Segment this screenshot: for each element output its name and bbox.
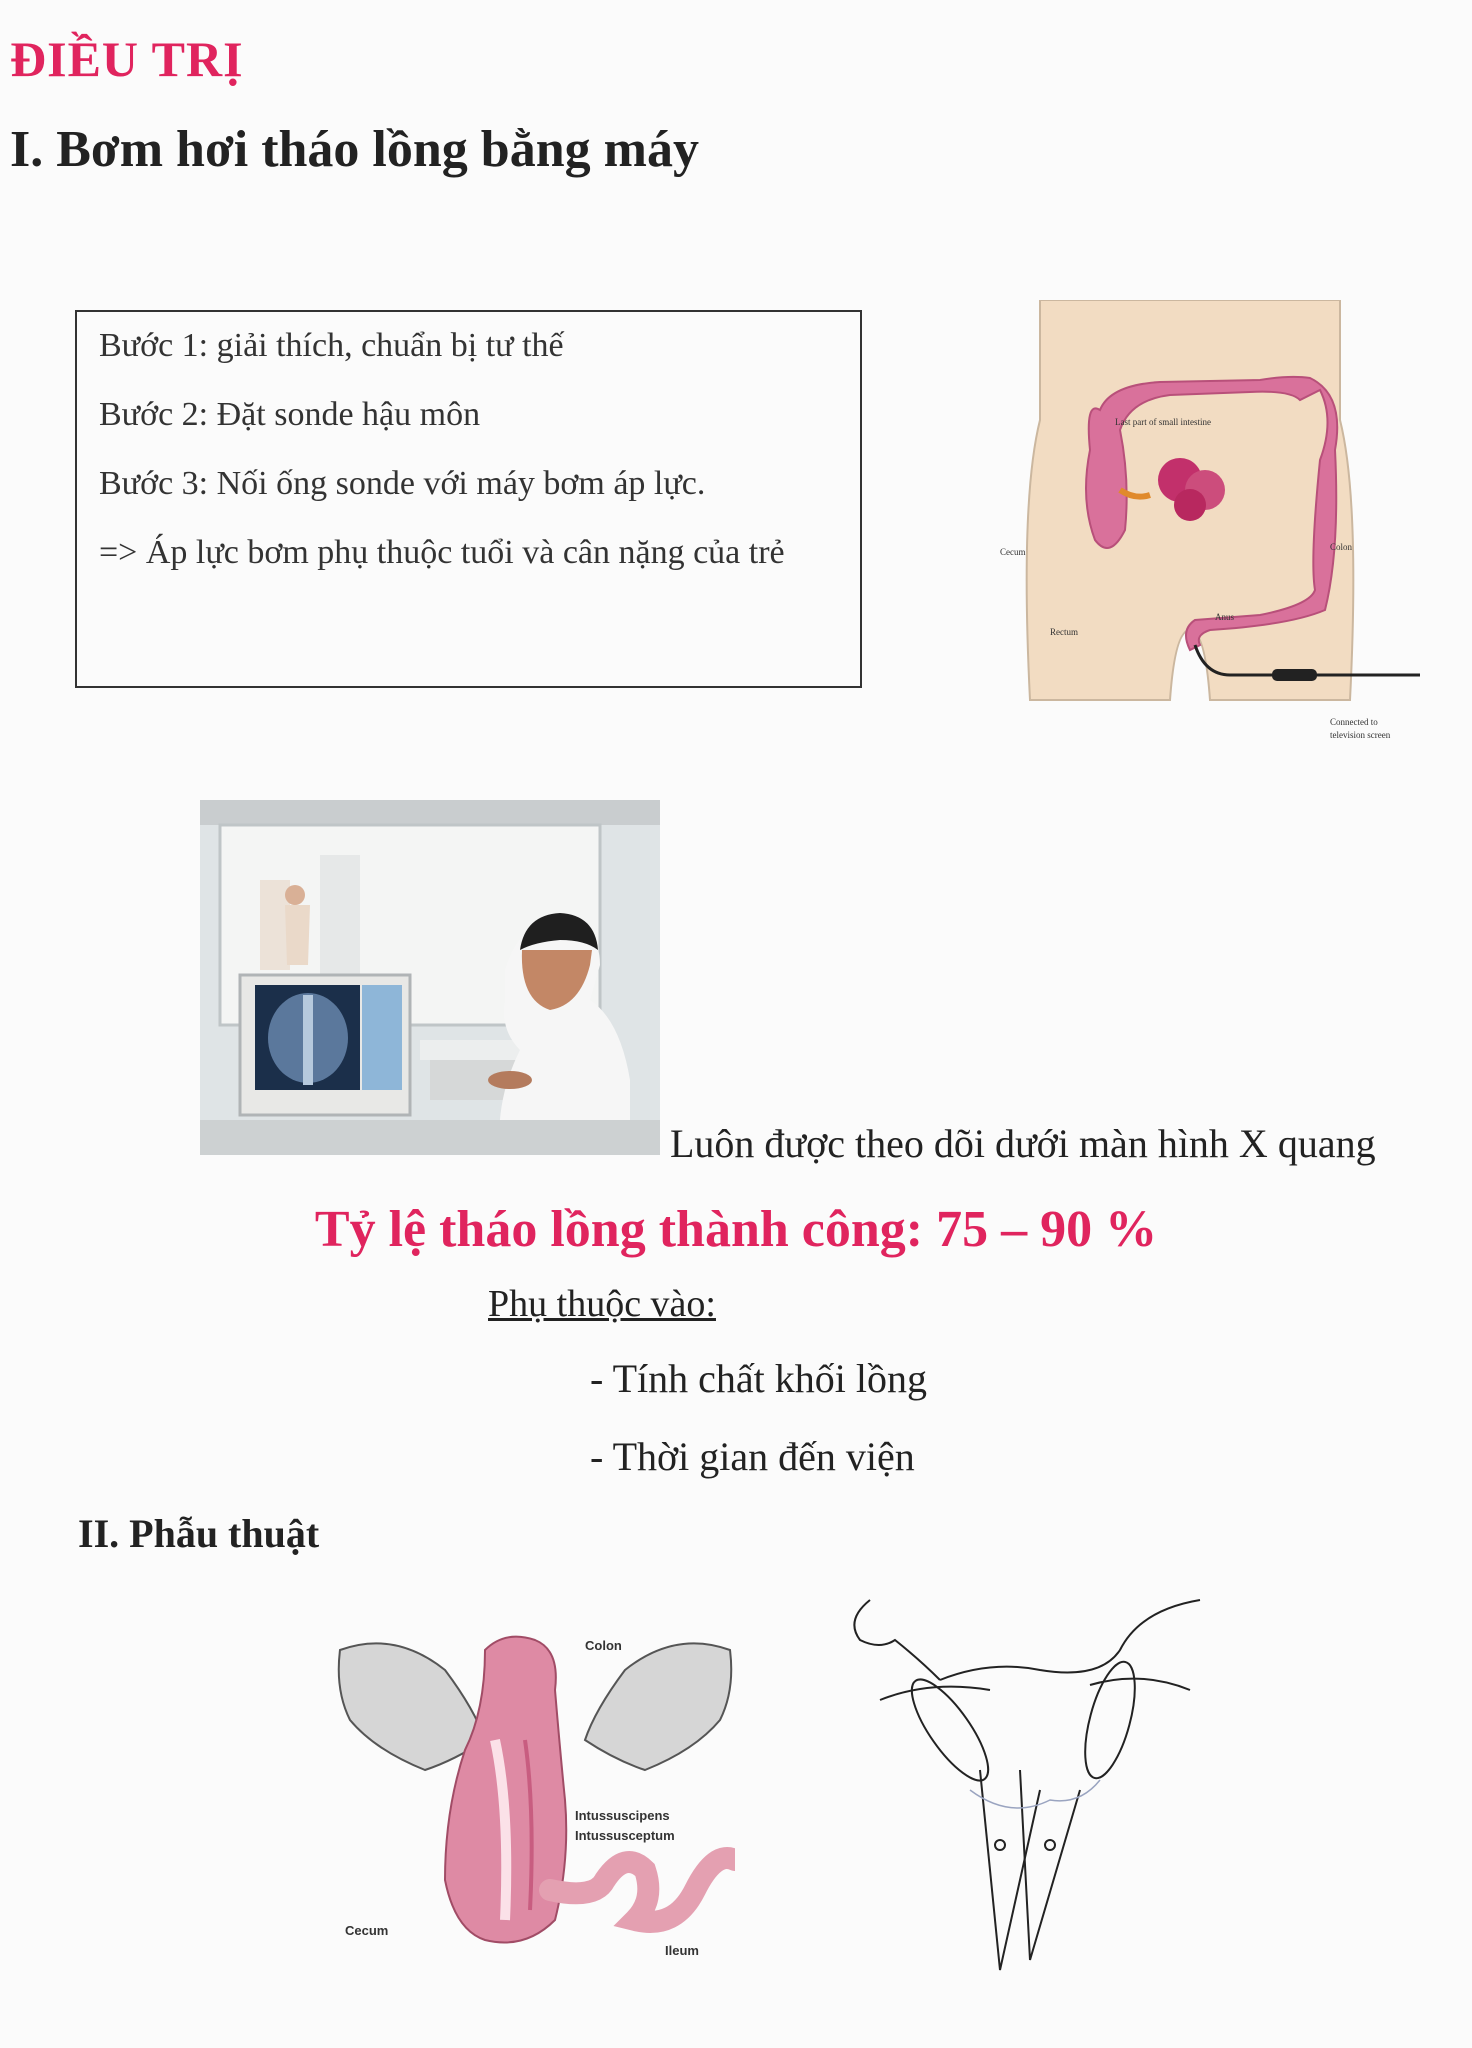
label-colon: Colon xyxy=(585,1638,622,1653)
step-3: Bước 3: Nối ống sonde với máy bơm áp lực. xyxy=(99,465,706,502)
success-rate: Tỷ lệ tháo lồng thành công: 75 – 90 % xyxy=(314,1201,1158,1258)
step-2: Bước 2: Đặt sonde hậu môn xyxy=(99,396,481,433)
page-title: ĐIỀU TRỊ xyxy=(10,31,244,87)
depends-label: Phụ thuộc vào: xyxy=(488,1283,716,1325)
step-1: Bước 1: giải thích, chuẩn bị tư thế xyxy=(99,327,564,364)
label-cecum: Cecum xyxy=(345,1923,389,1938)
label-screen: television screen xyxy=(1330,730,1391,740)
section-1-heading: I. Bơm hơi tháo lồng bằng máy xyxy=(10,121,699,178)
factor-item: - Tính chất khối lồng xyxy=(590,1356,927,1401)
label-intussuscipens: Intussuscipens xyxy=(575,1808,670,1823)
label-connected: Connected to xyxy=(1330,717,1378,727)
label-ileum: Ileum xyxy=(665,1943,699,1958)
label-colon: Colon xyxy=(1330,542,1353,552)
step-note: => Áp lực bơm phụ thuộc tuổi và cân nặng của trẻ xyxy=(99,534,785,571)
label-intussusceptum: Intussusceptum xyxy=(575,1828,675,1843)
label-rectum: Rectum xyxy=(1050,627,1078,637)
xray-room-photo xyxy=(200,800,660,1155)
xray-caption: Luôn được theo dõi dưới màn hình X quang xyxy=(670,1121,1376,1166)
label-anus: Anus xyxy=(1215,612,1235,622)
factor-item: - Thời gian đến viện xyxy=(590,1434,915,1479)
surgery-illustration xyxy=(335,1630,735,1970)
label-small-intestine: Last part of small intestine xyxy=(1115,417,1211,427)
colon-illustration xyxy=(990,300,1440,760)
section-2-heading: II. Phẫu thuật xyxy=(78,1511,320,1556)
suture-drawing xyxy=(840,1590,1240,1990)
label-cecum: Cecum xyxy=(1000,547,1026,557)
steps-box xyxy=(75,310,862,688)
